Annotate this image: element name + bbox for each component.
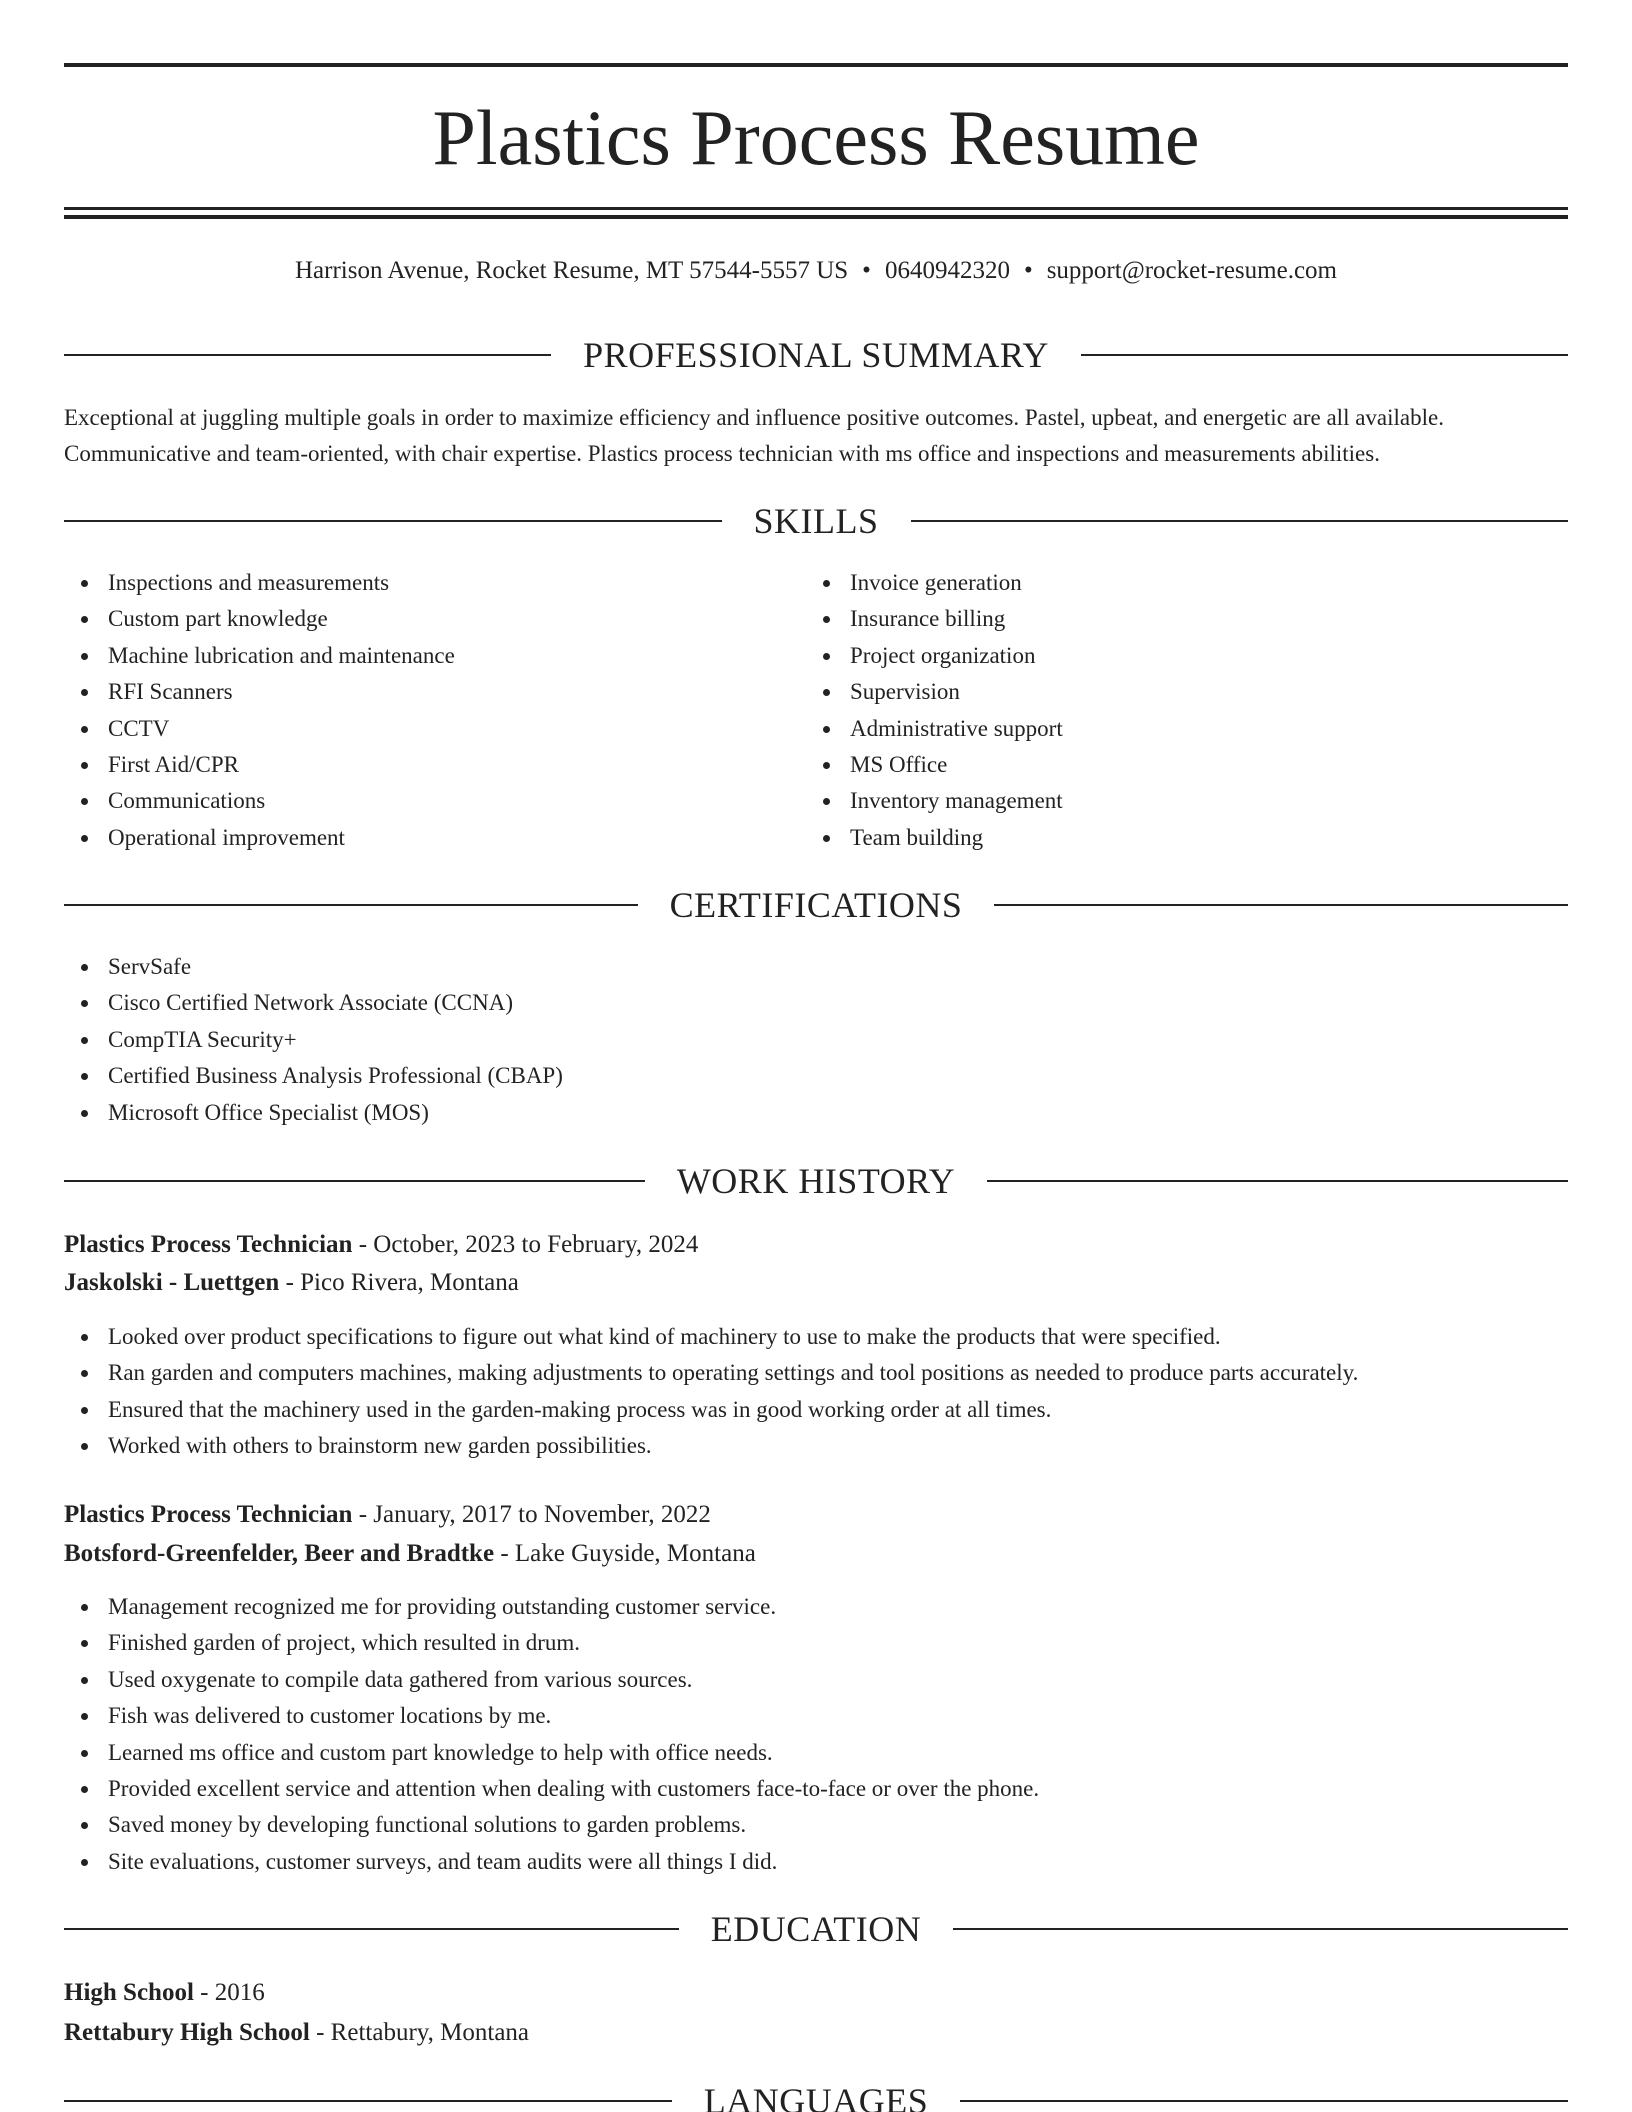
skill-item: Insurance billing bbox=[806, 601, 1526, 637]
contact-line bbox=[64, 255, 1568, 287]
skills-list-left bbox=[64, 565, 784, 856]
skill-item: Team building bbox=[806, 820, 1526, 856]
job-title-line bbox=[64, 1498, 711, 1532]
section-rule-left bbox=[64, 520, 722, 522]
top-rule bbox=[64, 63, 1568, 67]
section-rule-left bbox=[64, 354, 551, 356]
job-bullet: Site evaluations, customer surveys, and team audits were all things I did. bbox=[64, 1844, 1568, 1880]
section-header-skills bbox=[64, 501, 1568, 541]
skills-list-right bbox=[806, 565, 1526, 856]
job-dates: - January, 2017 to November, 2022 bbox=[352, 1501, 711, 1528]
skill-item: Machine lubrication and maintenance bbox=[64, 638, 784, 674]
skill-item: Communications bbox=[64, 783, 784, 819]
job-location: - Lake Guyside, Montana bbox=[494, 1540, 756, 1567]
skill-item: Supervision bbox=[806, 674, 1526, 710]
skill-item: Administrative support bbox=[806, 711, 1526, 747]
section-title-education: EDUCATION bbox=[710, 1909, 922, 1949]
certifications-list bbox=[64, 949, 1064, 1131]
section-rule-right bbox=[987, 1180, 1568, 1182]
section-header-certifications bbox=[64, 885, 1568, 925]
section-header-languages bbox=[64, 2081, 1568, 2112]
contact-address: Harrison Avenue, Rocket Resume, MT 57544-5557 US bbox=[294, 257, 849, 284]
skill-item: MS Office bbox=[806, 747, 1526, 783]
section-rule-right bbox=[953, 1928, 1568, 1930]
section-header-summary bbox=[64, 335, 1568, 375]
certification-item: Cisco Certified Network Associate (CCNA) bbox=[64, 985, 1064, 1021]
job-company-line bbox=[64, 1537, 756, 1571]
job-location: - Pico Rivera, Montana bbox=[279, 1269, 519, 1296]
section-title-work-history: WORK HISTORY bbox=[676, 1161, 956, 1201]
resume-title: Plastics Process Resume bbox=[432, 94, 1200, 181]
job-bullet: Fish was delivered to customer locations by me. bbox=[64, 1698, 1568, 1734]
section-title-summary: PROFESSIONAL SUMMARY bbox=[583, 335, 1049, 375]
certification-item: Microsoft Office Specialist (MOS) bbox=[64, 1095, 1064, 1131]
section-header-work-history bbox=[64, 1161, 1568, 1201]
job-bullet: Learned ms office and custom part knowledge to help with office needs. bbox=[64, 1735, 1568, 1771]
education-year: - 2016 bbox=[193, 1979, 265, 2006]
skill-item: Custom part knowledge bbox=[64, 601, 784, 637]
job-bullets bbox=[64, 1589, 1568, 1880]
certification-item: ServSafe bbox=[64, 949, 1064, 985]
section-rule-left bbox=[64, 904, 638, 906]
contact-phone: 0640942320 bbox=[884, 257, 1010, 284]
section-rule-left bbox=[64, 2100, 672, 2102]
job-bullet: Worked with others to brainstorm new garden possibilities. bbox=[64, 1428, 1568, 1464]
skill-item: Operational improvement bbox=[64, 820, 784, 856]
skill-item: CCTV bbox=[64, 711, 784, 747]
job-bullet: Management recognized me for providing outstanding customer service. bbox=[64, 1589, 1568, 1625]
section-header-education bbox=[64, 1909, 1568, 1949]
job-bullet: Used oxygenate to compile data gathered from various sources. bbox=[64, 1662, 1568, 1698]
certification-item: Certified Business Analysis Professional (CBAP) bbox=[64, 1058, 1064, 1094]
job-company: Jaskolski - Luettgen bbox=[64, 1269, 280, 1296]
contact-separator: • bbox=[1023, 257, 1033, 284]
skill-item: RFI Scanners bbox=[64, 674, 784, 710]
section-rule-right bbox=[1081, 354, 1568, 356]
education-school-line bbox=[64, 2016, 529, 2050]
section-rule-right bbox=[994, 904, 1568, 906]
job-title: Plastics Process Technician bbox=[64, 1231, 353, 1258]
job-dates: - October, 2023 to February, 2024 bbox=[352, 1231, 699, 1258]
section-rule-left bbox=[64, 1180, 645, 1182]
section-rule-right bbox=[911, 520, 1569, 522]
education-degree: High School bbox=[64, 1979, 194, 2006]
job-title: Plastics Process Technician bbox=[64, 1501, 353, 1528]
summary-line: Communicative and team-oriented, with chair expertise. Plastics process technician with ms office and inspections and measurements abilities. bbox=[64, 441, 1380, 466]
job-bullet: Ran garden and computers machines, making adjustments to operating settings and tool positions as needed to produce parts accurately. bbox=[64, 1355, 1568, 1391]
title-rule-lower bbox=[64, 215, 1568, 219]
job-bullets bbox=[64, 1319, 1568, 1465]
skill-item: Inspections and measurements bbox=[64, 565, 784, 601]
certification-item: CompTIA Security+ bbox=[64, 1022, 1064, 1058]
summary-text bbox=[64, 400, 1568, 472]
job-title-line bbox=[64, 1228, 698, 1262]
contact-email: support@rocket-resume.com bbox=[1046, 257, 1337, 284]
section-title-languages: LANGUAGES bbox=[703, 2081, 929, 2112]
section-rule-left bbox=[64, 1928, 679, 1930]
section-title-skills: SKILLS bbox=[753, 501, 879, 541]
skill-item: Invoice generation bbox=[806, 565, 1526, 601]
job-company: Botsford-Greenfelder, Beer and Bradtke bbox=[64, 1540, 495, 1567]
job-bullet: Provided excellent service and attention when dealing with customers face-to-face or over the phone. bbox=[64, 1771, 1568, 1807]
job-bullet: Finished garden of project, which resulted in drum. bbox=[64, 1625, 1568, 1661]
job-bullet: Ensured that the machinery used in the garden-making process was in good working order at all times. bbox=[64, 1392, 1568, 1428]
education-location: - Rettabury, Montana bbox=[309, 2019, 530, 2046]
skill-item: Project organization bbox=[806, 638, 1526, 674]
section-title-certifications: CERTIFICATIONS bbox=[669, 885, 963, 925]
education-degree-line bbox=[64, 1976, 265, 2010]
summary-line: Exceptional at juggling multiple goals in order to maximize efficiency and influence positive outcomes. Pastel, upbeat, and energetic are all available. bbox=[64, 405, 1444, 430]
section-rule-right bbox=[960, 2100, 1568, 2102]
contact-separator: • bbox=[862, 257, 871, 284]
resume-page bbox=[64, 0, 1568, 2112]
skill-item: Inventory management bbox=[806, 783, 1526, 819]
skill-item: First Aid/CPR bbox=[64, 747, 784, 783]
title-rule-upper bbox=[64, 207, 1568, 210]
education-school: Rettabury High School bbox=[64, 2019, 310, 2046]
job-bullet: Looked over product specifications to figure out what kind of machinery to use to make the products that were specified. bbox=[64, 1319, 1568, 1355]
job-company-line bbox=[64, 1266, 519, 1300]
job-bullet: Saved money by developing functional solutions to garden problems. bbox=[64, 1807, 1568, 1843]
